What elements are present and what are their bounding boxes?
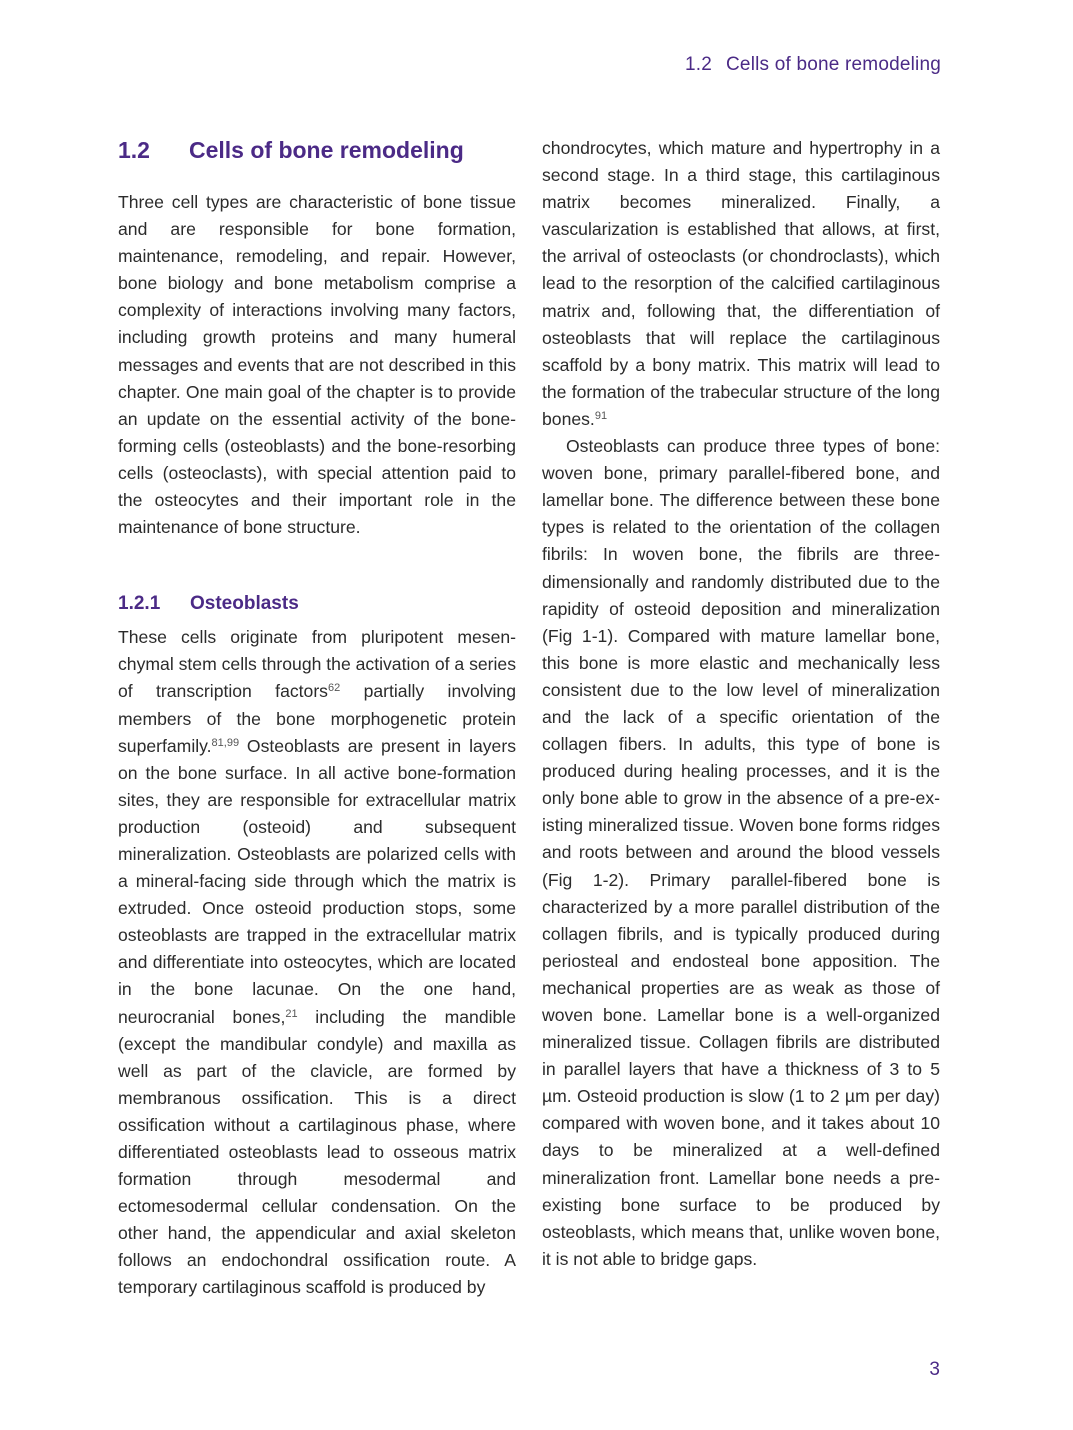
osteoblasts-paragraph-part1: [118, 624, 516, 1301]
intro-paragraph: Three cell types are characteristic of bone tissue and are responsible for bone formation, maintenance, remodeling, and repair. However, bone biology and bone metabolism comprise a complexity of interactions involving many factors, including growth proteins and many humeral messages and events that are not described in this chapter. One main goal of the chapter is to provide an update on the essential activity of the bone-forming cells (osteoblasts) and the bone-resorbing cells (osteoclasts), with special attention paid to the osteocytes and their important role in the maintenance of bone structure.: [118, 192, 516, 538]
subsection-title: Osteoblasts: [190, 593, 299, 615]
left-column: [118, 135, 516, 1302]
citation-ref: 21: [285, 1007, 298, 1020]
text-run: Osteoblasts are present in layers on the bone surface. In all active bone-formation sites, they are responsible for extracellular matrix production (osteoid) and subsequent mineralization. Osteoblasts are polarized cells with a mineral-facing side through which the matrix is extruded. Once osteoid production stops, some osteoblasts are trapped in the extracellular matrix and differentiate into osteocytes, which are located in the bone lacunae. On the one hand, neurocranial bones,: [118, 735, 516, 1027]
subsection-heading: [118, 591, 516, 617]
section-heading: [118, 135, 516, 165]
section-number: 1.2: [118, 137, 150, 163]
running-head-number: 1.2: [685, 54, 713, 75]
text-run: partially involving members of the bone morphogenetic protein superfamily.: [118, 681, 516, 756]
page-number: 3: [929, 1359, 940, 1380]
text-run: These cells originate from pluripotent mesenchymal stem cells through the activation of a series of transcription factors: [118, 627, 516, 702]
text-run: chondrocytes, which mature and hypertrophy in a second stage. In a third stage, this cartilaginous matrix becomes mineralized. Finally, a vascularization is established that allows, at first, the arrival of osteoclasts (or chondroclasts), which lead to the resorption of the calcified cartilaginous matrix and, following that, the differentiation of osteoblasts that will replace the cartilaginous scaffold by a bony matrix. This matrix will lead to the formation of the trabecular structure of the long bones.: [542, 138, 940, 429]
citation-ref: 62: [327, 682, 341, 695]
running-head-title: Cells of bone remodeling: [726, 54, 941, 75]
osteoblasts-paragraph-continued: [542, 135, 940, 433]
bone-types-paragraph: Osteoblasts can produce three types of bone: woven bone, primary parallel-fibered bone, and lamellar bone. The difference between these bone types is related to the orientation of the collagen fibrils: In woven bone, the fibrils are three-dimensionally and randomly distributed due to the rapidity of osteoid deposition and mineralization (Fig 1-1). Compared with mature lamellar bone, this bone is more elastic and mechanically less consistent due to the low level of mineralization and the lack of a specific orientation of the collagen fibers. In adults, this type of bone is produced during healing processes, and it is the only bone able to grow in the absence of a pre-existing mineralized tissue. Woven bone forms ridges and roots between and around the blood vessels (Fig 1-2). Primary parallel-fibered bone is characterized by a more parallel distribution of the collagen fibrils, and is typically produced during periosteal and endosteal bone apposition. The mechanical properties are as weak as those of woven bone. Lamellar bone is a well-organized mineralized tissue. Collagen fibrils are distributed in parallel layers that have a thickness of 3 to 5 µm. Osteoid production is slow (1 to 2 µm per day) compared with woven bone, and it takes about 10 days to be mineralized at a well-defined mineralization front. Lamellar bone needs a pre-existing bone surface to be produced by osteoblasts, which means that, unlike woven bone, it is not able to bridge gaps.: [542, 436, 940, 1269]
section-title: Cells of bone remodeling: [189, 137, 464, 163]
running-head: [685, 54, 941, 76]
right-column: [542, 135, 940, 1273]
subsection-number: 1.2.1: [118, 593, 161, 615]
text-run: including the mandible (except the mandibular condyle) and maxilla as well as part of the clavicle, are formed by membranous ossification. This is a direct ossification without a cartilaginous phase, where differentiated osteoblasts lead to osseous matrix formation through mesodermal and ectomesodermal cellular condensation. On the other hand, the appendicular and axial skeleton follows an endochondral ossification route. A temporary cartilaginous scaffold is produced by: [118, 1006, 517, 1298]
citation-ref: 81,99: [211, 736, 240, 749]
citation-ref: 91: [594, 409, 608, 422]
